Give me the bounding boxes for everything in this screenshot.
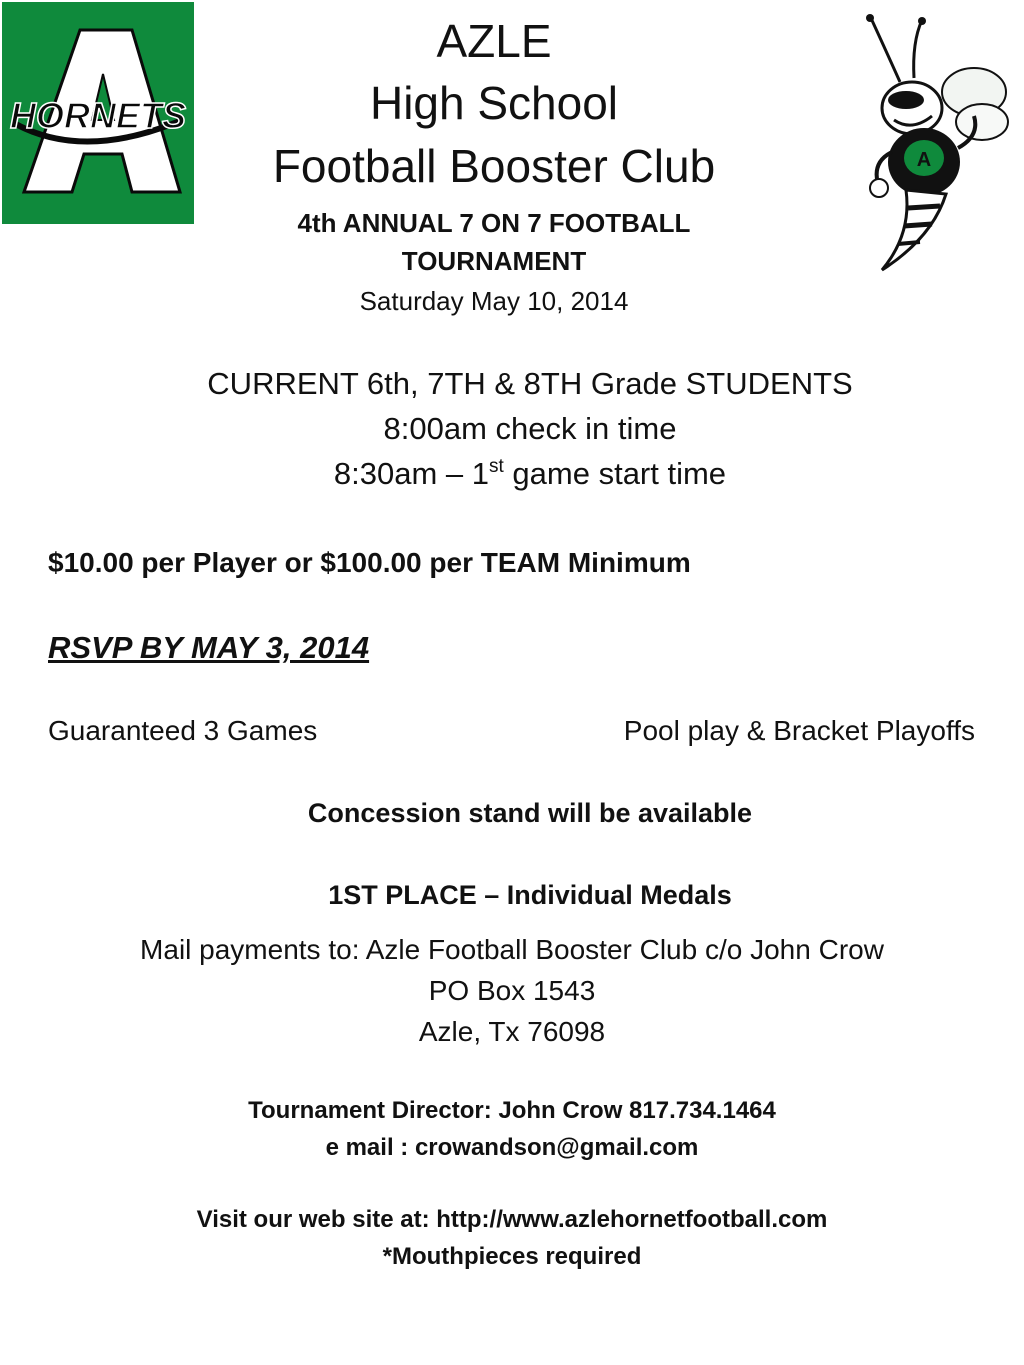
start-time-ordinal: st (489, 456, 504, 477)
tournament-director: Tournament Director: John Crow 817.734.1464 (248, 1097, 776, 1124)
website-link: Visit our web site at: http://www.azlehornetfootball.com (196, 1206, 828, 1233)
event-date: Saturday May 10, 2014 (359, 286, 629, 316)
eligible-grades: CURRENT 6th, 7TH & 8TH Grade STUDENTS (207, 366, 853, 401)
start-time-suffix: game start time (503, 456, 727, 491)
mail-city: Azle, Tx 76098 (418, 1016, 606, 1047)
mouthpiece-note: *Mouthpieces required (382, 1243, 642, 1270)
prize-note: 1ST PLACE – Individual Medals (328, 880, 732, 910)
event-title (244, 204, 744, 280)
mascot-letter: A (916, 149, 932, 171)
rsvp-deadline: RSVP BY MAY 3, 2014 (48, 630, 370, 665)
mail-po-box: PO Box 1543 (428, 975, 596, 1006)
hornets-logo-art (2, 2, 194, 224)
checkin-time: 8:00am check in time (383, 411, 677, 446)
hornet-mascot-icon (862, 12, 1012, 274)
start-time-prefix: 8:30am – 1 (333, 456, 490, 491)
guaranteed-games: Guaranteed 3 Games (48, 715, 318, 746)
event-title-line-2: TOURNAMENT (401, 246, 587, 276)
logo-text: HORNETS (9, 95, 187, 136)
tournament-format: Pool play & Bracket Playoffs (623, 715, 975, 746)
mail-payments-line: Mail payments to: Azle Football Booster Club c/o John Crow (140, 934, 884, 965)
header-title-azle: AZLE (436, 15, 552, 67)
contact-email: e mail : crowandson@gmail.com (325, 1134, 699, 1161)
hornets-logo (2, 2, 194, 224)
header-title-booster-club: Football Booster Club (272, 140, 716, 192)
concession-note: Concession stand will be available (307, 798, 753, 828)
event-title-line-1: 4th ANNUAL 7 ON 7 FOOTBALL (297, 208, 691, 238)
start-time (130, 454, 930, 494)
header-title-high-school: High School (369, 77, 619, 129)
entry-fee: $10.00 per Player or $100.00 per TEAM Minimum (48, 547, 691, 578)
